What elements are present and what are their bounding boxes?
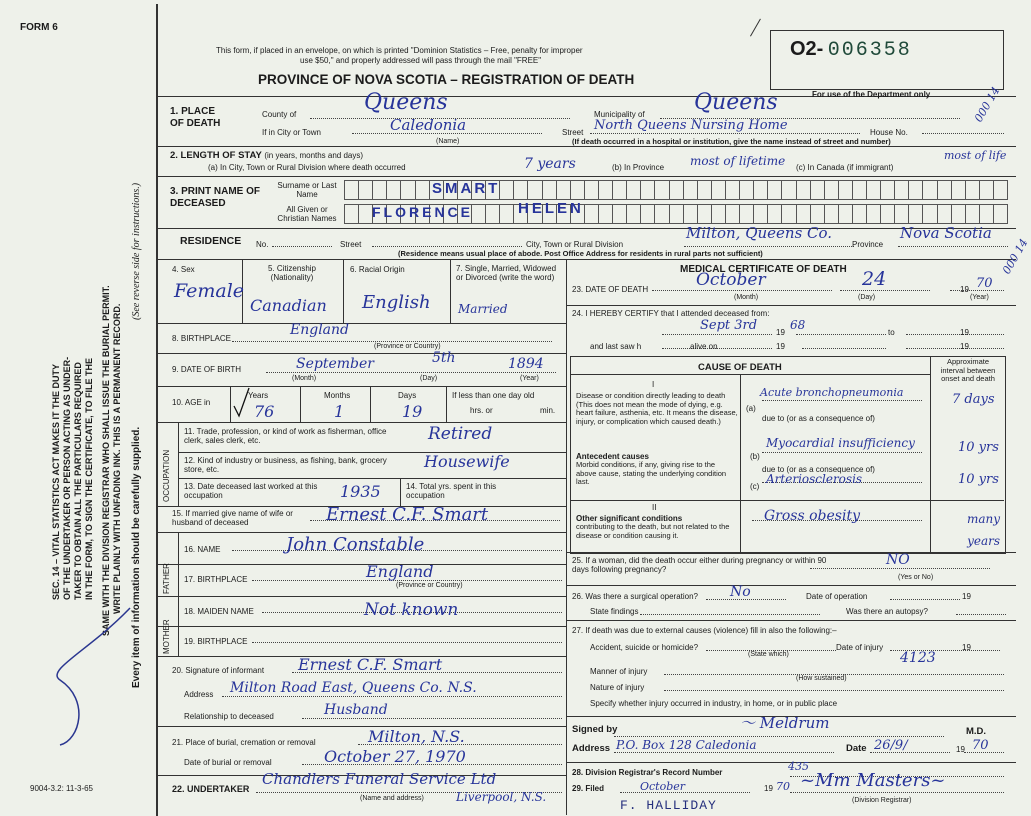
filed-19: 19 (764, 784, 773, 793)
racial-value: English (362, 292, 431, 313)
physician-signature: 〜 Meldrum (740, 714, 830, 732)
cause-of-death-header: CAUSE OF DEATH (698, 362, 782, 373)
sidebar-see-reverse: (See reverse side for instructions.) (131, 182, 142, 320)
state-which-caption: (State which) (748, 651, 789, 658)
sidebar-sec-line3: TAKER TO OBTAIN ALL THE PARTICULARS REQUIRED (73, 362, 83, 600)
burial-place-label: 21. Place of burial, cremation or removal (172, 738, 316, 747)
due-to-a: due to (or as a consequence of) (762, 414, 875, 423)
other-conditions-label: Other significant conditions (576, 514, 683, 523)
dob-year: 1894 (508, 356, 544, 372)
municipality-value: Queens (694, 90, 778, 115)
reg-prefix: O2- (790, 38, 824, 60)
mother-side-label: MOTHER (162, 619, 171, 654)
cause-a-interval: 7 days (952, 392, 995, 407)
residence-province-label: Province (852, 240, 884, 249)
registrar-signature: ~Mm Masters~ (800, 770, 946, 791)
cause-b-interval: 10 yrs (958, 440, 999, 455)
stay-c-value: most of life (944, 149, 1007, 162)
age-days-label: Days (398, 391, 417, 400)
injury-date-label: Date of injury (836, 643, 884, 652)
print-name-label: 3. PRINT NAME OF DECEASED (170, 186, 261, 209)
medical-certificate-header: MEDICAL CERTIFICATE OF DEATH (680, 264, 847, 275)
mother-maiden-value: Not known (364, 600, 459, 620)
check-mark (232, 386, 252, 420)
relationship-label: Relationship to deceased (184, 712, 274, 721)
other-condition-value: Gross obesity (764, 508, 860, 524)
stay-b-label: (b) In Province (612, 163, 665, 172)
dod-label: 23. DATE OF DEATH (572, 285, 649, 294)
direct-cause-label: Disease or condition directly leading to death (This does not mean the mode of dying, e.g. heart failure, asthenia, etc. It means the disease, injury, or complication which caused death.) (576, 391, 738, 426)
interval-header: Approximate interval between onset and death (940, 357, 996, 383)
dod-year: 70 (976, 276, 993, 291)
dod-year-caption: (Year) (970, 294, 989, 301)
antecedent-label: Antecedent causes (576, 452, 649, 461)
other-conditions-sub: contributing to the death, but not related to the disease or condition causing it. (576, 522, 730, 540)
sidebar-sec-line1: SEC. 14 – VITAL STATISTICS ACT MAKES IT THE DUTY (51, 363, 61, 600)
reg-number: 006358 (827, 39, 912, 62)
stay-b-value: most of lifetime (690, 154, 786, 168)
nature-label: Nature of injury (590, 683, 645, 692)
age-years-label: Years (248, 391, 269, 400)
age-months-label: Months (324, 391, 351, 400)
trade-label: 11. Trade, profession, or kind of work as fisherman, office clerk, sales clerk, etc. (184, 427, 387, 445)
yes-no-caption: (Yes or No) (898, 574, 934, 581)
county-value: Queens (364, 90, 448, 115)
house-no-label: House No. (870, 128, 908, 137)
form-number: FORM 6 (20, 22, 58, 33)
registrar-caption: (Division Registrar) (852, 797, 912, 804)
last-worked-label: 13. Date deceased last worked at this occupation (184, 482, 318, 500)
county-label: County of (262, 110, 297, 119)
father-name-value: John Constable (286, 534, 425, 555)
stay-a-label: (a) In City, Town or Rural Division where death occurred (208, 163, 406, 172)
dob-label: 9. DATE OF BIRTH (172, 365, 242, 374)
filed-year: 70 (776, 780, 790, 793)
residence-province-value: Nova Scotia (900, 224, 992, 242)
alive-on-19-b: 19 (960, 342, 969, 351)
undertaker-note: (Name and address) (360, 795, 424, 802)
certify-to: to (888, 328, 895, 337)
accident-label: Accident, suicide or homicide? (590, 643, 699, 652)
undertaker-value-2: Liverpool, N.S. (456, 790, 547, 804)
spouse-value: Ernest C.F. Smart (326, 504, 489, 525)
certify-19: 19 (776, 328, 785, 337)
stay-c-label: (c) In Canada (if immigrant) (796, 163, 894, 172)
municipality-label: Municipality of (594, 110, 645, 119)
length-of-stay-title: 2. LENGTH OF STAY (170, 150, 262, 161)
registration-number (790, 38, 912, 62)
injury-19: 19 (962, 643, 971, 652)
md-label: M.D. (966, 726, 987, 737)
q25-answer: NO (886, 552, 910, 568)
department-code-2: 000 14 (999, 236, 1031, 277)
residence-no-label: No. (256, 240, 269, 249)
cert-date-year: 70 (972, 738, 989, 753)
length-of-stay-label (170, 150, 363, 161)
spouse-label: 15. If married give name of wife or husband of deceased (172, 509, 293, 527)
stay-a-value: 7 years (524, 156, 576, 172)
other-condition-interval: many years (966, 512, 1000, 548)
surname-value: SMART (432, 180, 501, 197)
age-months-value: 1 (334, 402, 345, 421)
residence-note: (Residence means usual place of abode. Post Office Address for residents in rural parts not sufficient) (398, 249, 763, 258)
record-number: 435 (788, 760, 809, 773)
how-sustained-caption: (How sustained) (796, 675, 847, 682)
residence-city-value: Milton, Queens Co. (686, 224, 833, 242)
q27-label: 27. If death was due to external causes (violence) fill in also the following:– (572, 626, 837, 635)
age-min-label: min. (540, 406, 556, 415)
cause-a-letter: (a) (746, 404, 756, 413)
dod-day-caption: (Day) (858, 294, 876, 301)
city-value: Caledonia (390, 116, 467, 134)
mother-maiden-label: 18. MAIDEN NAME (184, 607, 254, 616)
dob-day-caption: (Day) (420, 375, 438, 382)
name-note: (Name) (436, 138, 460, 145)
marital-label: 7. Single, Married, Widowed or Divorced (write the word) (456, 264, 557, 282)
q25-label: 25. If a woman, did the death occur either during pregnancy or within 90 days following pregnancy? (572, 556, 827, 574)
q28-label: 28. Division Registrar's Record Number (572, 768, 723, 777)
marital-value: Married (458, 302, 508, 316)
cause-roman-2: II (652, 503, 657, 512)
mail-notice-line2: use $50," and properly addressed will pass through the mail "FREE" (300, 56, 542, 65)
length-of-stay-sub: (in years, months and days) (264, 151, 364, 160)
birthplace-label: 8. BIRTHPLACE (172, 334, 231, 343)
informant-address-label: Address (184, 690, 214, 699)
cause-a-value: Acute bronchopneumonia (760, 386, 904, 399)
age-years-value: 76 (254, 402, 275, 421)
sidebar-sec-line2: OF THE UNDERTAKER OR PERSON ACTING AS UNDER- (62, 356, 72, 600)
burial-place-value: Milton, N.S. (368, 727, 465, 746)
sex-value: Female (174, 280, 245, 302)
department-code-1: 000 14 (971, 84, 1003, 125)
operation-19: 19 (962, 592, 971, 601)
dob-month: September (296, 356, 374, 372)
sidebar-sec-line4: IN THE FORM, TO SIGN THE CERTIFICATE, TO FILE THE (84, 357, 94, 600)
residence-label: RESIDENCE (180, 235, 242, 247)
burial-date-label: Date of burial or removal (184, 758, 272, 767)
sidebar-sec-line5: SAME WITH THE DIVISION REGISTRAR WHO SHALL ISSUE THE BURIAL PERMIT. (101, 285, 111, 636)
surname-label: Surname or Last Name (277, 181, 337, 199)
street-label: Street (562, 128, 584, 137)
cause-c-value: Arteriosclerosis (766, 472, 863, 486)
age-less-day-label: If less than one day old (452, 391, 535, 400)
dod-year-prefix: 19 (960, 285, 969, 294)
last-worked-value: 1935 (340, 482, 381, 501)
print-code: 9004-3.2: 11-3-65 (30, 784, 94, 793)
dob-year-caption: (Year) (520, 375, 539, 382)
q26-label: 26. Was there a surgical operation? (572, 592, 698, 601)
occupation-side-label: OCCUPATION (162, 449, 171, 502)
residence-city-label: City, Town or Rural Division (526, 240, 624, 249)
signed-by-label: Signed by (572, 724, 618, 735)
due-to-b: due to (or as a consequence of) (762, 465, 875, 474)
dob-day: 5th (432, 350, 456, 366)
manner-label: Manner of injury (590, 667, 648, 676)
filed-value: October (640, 780, 686, 793)
findings-label: State findings (590, 607, 639, 616)
cause-roman-1: I (652, 380, 655, 389)
autopsy-label: Was there an autopsy? (846, 607, 928, 616)
father-birthplace-note: (Province or Country) (396, 582, 463, 589)
age-days-value: 19 (402, 402, 423, 421)
father-birthplace-value: England (366, 562, 434, 581)
age-label: 10. AGE in (172, 398, 211, 407)
alive-on-label: alive on (690, 342, 718, 351)
given-names-label: All Given or Christian Names (277, 205, 337, 223)
residence-street-label: Street (340, 240, 362, 249)
street-value: North Queens Nursing Home (594, 118, 788, 133)
burial-date-value: October 27, 1970 (324, 747, 466, 766)
physician-address-label: Address (572, 743, 611, 754)
cert-date-19: 19 (956, 745, 965, 754)
age-hrs-label: hrs. or (470, 406, 493, 415)
given-name-second: HELEN (518, 200, 584, 217)
physician-address: P.O. Box 128 Caledonia (616, 738, 757, 752)
cause-b-letter: (b) (750, 452, 760, 461)
certify-label: 24. I HEREBY CERTIFY that I attended deceased from: (572, 309, 770, 318)
specify-label: Specify whether injury occurred in industry, in home, or in public place (590, 699, 838, 708)
department-use-note: For use of the Department only (812, 90, 931, 99)
father-name-label: 16. NAME (184, 545, 221, 554)
father-birthplace-label: 17. BIRTHPLACE (184, 575, 248, 584)
informant-signature-label: 20. Signature of informant (172, 666, 265, 675)
dod-month: October (696, 270, 766, 290)
sidebar-sec-line6: WRITE PLAINLY WITH UNFADING INK. THIS IS A PERMANENT RECORD. (112, 303, 122, 614)
injury-code: 4123 (900, 650, 936, 666)
city-label: If in City or Town (262, 128, 321, 137)
pen-mark (20, 600, 140, 750)
mail-notice-line1: This form, if placed in an envelope, on which is printed "Dominion Statistics – Free, penalty for improper (216, 46, 583, 55)
sidebar-every-item: Every item of information should be carefully supplied. (131, 426, 142, 688)
last-saw-label: and last saw h (590, 342, 642, 351)
cause-b-value: Myocardial insufficiency (766, 436, 915, 450)
certify-to-19: 19 (960, 328, 969, 337)
trade-value: Retired (428, 424, 493, 444)
certify-from-year: 68 (790, 318, 806, 332)
racial-label: 6. Racial Origin (350, 265, 405, 274)
place-of-death-label: 1. PLACE OF DEATH (170, 106, 221, 129)
form-title: PROVINCE OF NOVA SCOTIA – REGISTRATION OF DEATH (258, 72, 635, 87)
dod-day: 24 (862, 268, 887, 290)
alive-on-19: 19 (776, 342, 785, 351)
industry-value: Housewife (424, 452, 510, 471)
birthplace-note: (Province or Country) (374, 343, 441, 350)
informant-address: Milton Road East, Queens Co. N.S. (230, 680, 477, 696)
certify-from-value: Sept 3rd (700, 318, 758, 333)
q29-label: 29. Filed (572, 784, 605, 793)
cause-c-interval: 10 yrs (958, 472, 999, 487)
father-side-label: FATHER (162, 563, 171, 594)
cause-c-letter: (c) (750, 482, 760, 491)
hospital-note: (If death occurred in a hospital or institution, give the name instead of street and number) (572, 137, 891, 146)
cert-date-label: Date (846, 743, 867, 754)
q26-answer: No (730, 584, 751, 600)
antecedent-sub: Morbid conditions, if any, giving rise to the above cause, stating the underlying condition last. (576, 460, 727, 486)
cert-date: 26/9/ (874, 738, 908, 753)
industry-label: 12. Kind of industry or business, as fishing, bank, grocery store, etc. (184, 456, 387, 474)
undertaker-label: 22. UNDERTAKER (172, 784, 250, 794)
sex-label: 4. Sex (172, 265, 195, 274)
registrar-name: F. HALLIDAY (620, 798, 717, 813)
undertaker-value: Chandlers Funeral Service Ltd (262, 770, 497, 788)
informant-signature: Ernest C.F. Smart (298, 655, 443, 674)
total-years-label: 14. Total yrs. spent in this occupation (406, 482, 497, 500)
citizenship-label: 5. Citizenship (Nationality) (267, 264, 317, 282)
relationship-value: Husband (324, 702, 388, 718)
dod-month-caption: (Month) (734, 294, 759, 301)
citizenship-value: Canadian (250, 296, 327, 315)
given-name-first: FLORENCE (372, 204, 473, 220)
operation-date-label: Date of operation (806, 592, 868, 601)
mother-birthplace-label: 19. BIRTHPLACE (184, 637, 248, 646)
birthplace-value: England (290, 322, 350, 338)
dob-month-caption: (Month) (292, 375, 317, 382)
